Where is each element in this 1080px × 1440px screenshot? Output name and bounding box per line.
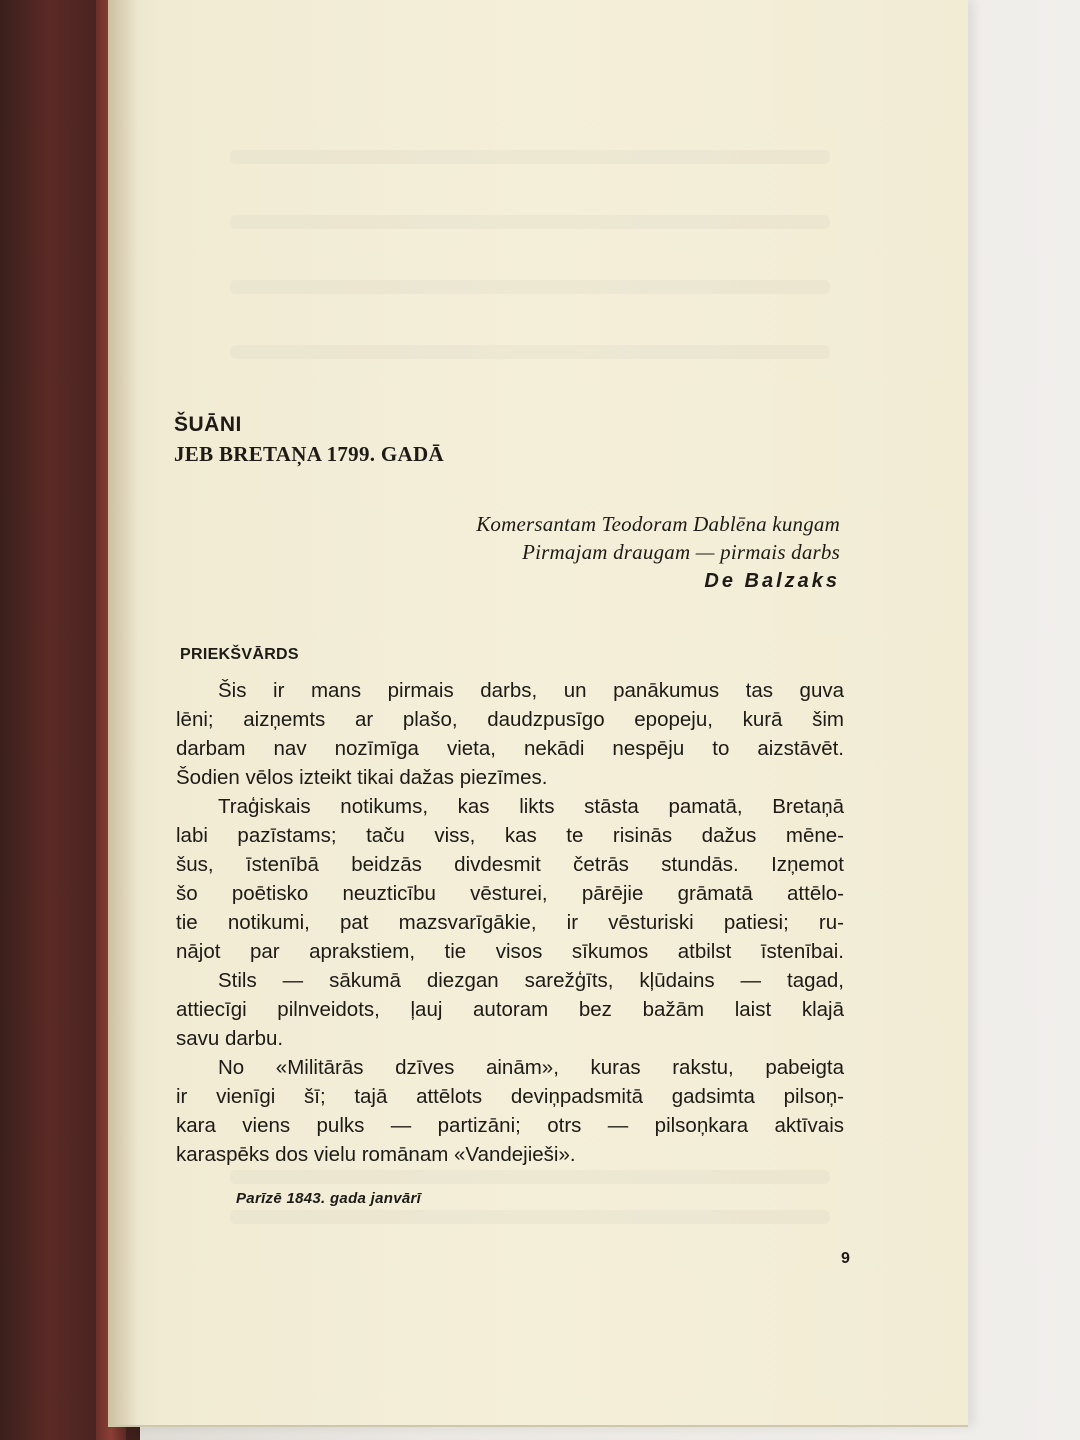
body-line: Šis ir mans pirmais darbs, un panākumus tas guva: [218, 679, 844, 702]
body-line: Traģiskais notikums, kas likts stāsta pamatā, Bretaņā: [218, 795, 844, 818]
body-line: No «Militārās dzīves ainām», kuras rakstu, pabeigta: [218, 1056, 844, 1079]
body-line: lēni; aizņemts ar plašo, daudzpusīgo epopeju, kurā šim: [176, 708, 844, 731]
dedication-line-1: Komersantam Teodoram Dablēna kungam: [476, 512, 840, 536]
body-line: labi pazīstams; taču viss, kas te risinās dažus mēne-: [176, 824, 844, 847]
show-through-text: [230, 345, 830, 359]
body-line: šo poētisko neuzticību vēsturei, pārējie grāmatā attēlo-: [176, 882, 844, 905]
show-through-text: [230, 215, 830, 229]
body-line: šus, īstenībā beidzās divdesmit četrās stundās. Izņemot: [176, 853, 844, 876]
body-line: darbam nav nozīmīga vieta, nekādi nespēju to aizstāvēt.: [176, 737, 844, 760]
show-through-text: [230, 150, 830, 164]
show-through-text: [230, 1170, 830, 1184]
body-line: attiecīgi pilnveidots, ļauj autoram bez bažām laist klajā: [176, 998, 844, 1021]
show-through-text: [230, 1210, 830, 1224]
title-line-2: JEB BRETAŅA 1799. GADĀ: [174, 442, 444, 466]
page-number: 9: [841, 1250, 850, 1267]
page-gutter-shadow: [108, 0, 138, 1425]
dedication-author: De Balzaks: [704, 570, 840, 592]
body-line: kara viens pulks — partizāni; otrs — pilsoņkara aktīvais: [176, 1114, 844, 1137]
signoff-place-date: Parīzē 1843. gada janvārī: [236, 1190, 422, 1207]
body-line: tie notikumi, pat mazsvarīgākie, ir vēsturiski patiesi; ru-: [176, 911, 844, 934]
body-line: karaspēks dos vielu romānam «Vandejieši».: [176, 1143, 576, 1166]
show-through-text: [230, 280, 830, 294]
section-heading: PRIEKŠVĀRDS: [180, 646, 299, 663]
body-line: Stils — sākumā diezgan sarežģīts, kļūdains — tagad,: [218, 969, 844, 992]
body-line: savu darbu.: [176, 1027, 284, 1050]
body-line: nājot par aprakstiem, tie visos sīkumos atbilst īstenībai.: [176, 940, 844, 963]
body-line: Šodien vēlos izteikt tikai dažas piezīmes.: [176, 766, 548, 789]
body-line: ir vienīgi šī; tajā attēlots deviņpadsmitā gadsimta pilsoņ-: [176, 1085, 844, 1108]
dedication-line-2: Pirmajam draugam — pirmais darbs: [522, 540, 840, 564]
title-line-1: ŠUĀNI: [174, 413, 242, 436]
